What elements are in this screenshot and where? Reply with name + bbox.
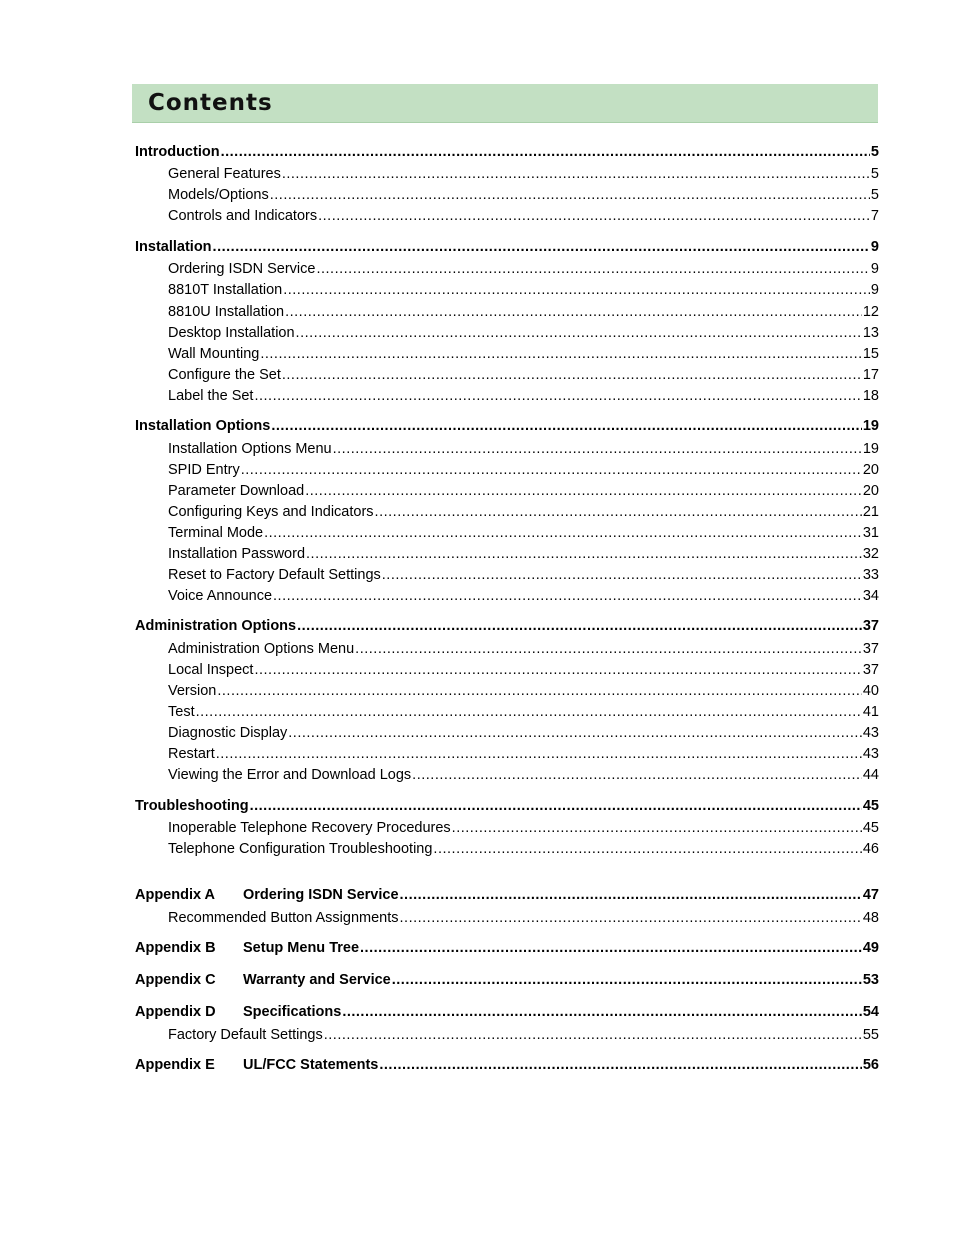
dot-leader [271, 417, 862, 435]
toc-subsection-entry[interactable] [168, 186, 879, 204]
toc-subsection-entry[interactable] [168, 724, 879, 742]
toc-entry-title: Administration Options Menu [168, 641, 355, 657]
dot-leader [306, 545, 862, 563]
dot-leader [283, 281, 870, 299]
toc-subsection-entry[interactable] [168, 703, 879, 721]
dot-leader [216, 745, 862, 763]
dot-leader [318, 207, 870, 225]
dot-leader [254, 661, 861, 679]
toc-entry-title: 8810U Installation [168, 304, 285, 320]
toc-entry-title: Specifications [243, 1004, 342, 1020]
toc-subsection-entry[interactable] [168, 482, 879, 500]
dot-leader [273, 587, 862, 605]
toc-entry-title: Introduction [135, 144, 220, 160]
toc-section-entry[interactable] [135, 1003, 879, 1021]
toc-entry-title: Configure the Set [168, 367, 281, 383]
toc-entry-title: Recommended Button Assignments [168, 910, 399, 926]
dot-leader [254, 387, 861, 405]
toc-page-number: 9 [870, 282, 879, 298]
dot-leader [433, 840, 861, 858]
toc-entry-title: Ordering ISDN Service [243, 887, 399, 903]
dot-leader [360, 939, 862, 957]
dot-leader [297, 617, 862, 635]
toc-page-number: 45 [862, 798, 879, 814]
toc-subsection-entry[interactable] [168, 682, 879, 700]
toc-entry-title: Reset to Factory Default Settings [168, 567, 381, 583]
toc-page-number: 44 [862, 767, 879, 783]
toc-entry-title: Desktop Installation [168, 325, 295, 341]
toc-page-number: 31 [862, 525, 879, 541]
dot-leader [241, 461, 862, 479]
toc-page-number: 48 [862, 910, 879, 926]
toc-entry-title: UL/FCC Statements [243, 1057, 379, 1073]
toc-page-number: 7 [870, 208, 879, 224]
appendix-label: Appendix B [135, 940, 216, 956]
toc-section-entry[interactable] [135, 238, 879, 256]
toc-section-entry[interactable] [135, 886, 879, 904]
toc-subsection-entry[interactable] [168, 303, 879, 321]
toc-page-number: 18 [862, 388, 879, 404]
toc-page-number: 20 [862, 462, 879, 478]
toc-page-number: 5 [870, 187, 879, 203]
toc-page-number: 37 [862, 618, 879, 634]
appendix-label: Appendix C [135, 972, 216, 988]
dot-leader [221, 143, 870, 161]
toc-subsection-entry[interactable] [168, 766, 879, 784]
toc-page-number: 32 [862, 546, 879, 562]
toc-entry-title: Test [168, 704, 195, 720]
toc-subsection-entry[interactable] [168, 440, 879, 458]
toc-page-number: 45 [862, 820, 879, 836]
toc-page-number: 47 [862, 887, 879, 903]
toc-subsection-entry[interactable] [168, 566, 879, 584]
toc-entry-title: Terminal Mode [168, 525, 264, 541]
dot-leader [316, 260, 869, 278]
dot-leader [264, 524, 862, 542]
toc-subsection-entry[interactable] [168, 909, 879, 927]
toc-subsection-entry[interactable] [168, 207, 879, 225]
toc-page-number: 37 [862, 641, 879, 657]
toc-subsection-entry[interactable] [168, 1026, 879, 1044]
dot-leader [305, 482, 862, 500]
toc-page-number: 53 [862, 972, 879, 988]
dot-leader [324, 1026, 862, 1044]
toc-subsection-entry[interactable] [168, 661, 879, 679]
toc-entry-title: Parameter Download [168, 483, 305, 499]
toc-page-number: 19 [862, 441, 879, 457]
toc-page-number: 15 [862, 346, 879, 362]
toc-section-entry[interactable] [135, 417, 879, 435]
page-title: Contents [148, 90, 273, 116]
toc-subsection-entry[interactable] [168, 524, 879, 542]
toc-page-number: 20 [862, 483, 879, 499]
toc-entry-title: Diagnostic Display [168, 725, 288, 741]
toc-subsection-entry[interactable] [168, 640, 879, 658]
toc-entry-title: Local Inspect [168, 662, 254, 678]
toc-entry-title: Wall Mounting [168, 346, 260, 362]
toc-page-number: 43 [862, 746, 879, 762]
toc-entry-title: Setup Menu Tree [243, 940, 360, 956]
toc-subsection-entry[interactable] [168, 745, 879, 763]
toc-entry-title: Controls and Indicators [168, 208, 318, 224]
dot-leader [270, 186, 870, 204]
dot-leader [355, 640, 862, 658]
toc-entry-title: Configuring Keys and Indicators [168, 504, 374, 520]
toc-entry-title: Installation [135, 239, 212, 255]
toc-section-entry[interactable] [135, 971, 879, 989]
dot-leader [379, 1056, 862, 1074]
toc-page-number: 54 [862, 1004, 879, 1020]
dot-leader [333, 440, 862, 458]
toc-subsection-entry[interactable] [168, 461, 879, 479]
dot-leader [217, 682, 861, 700]
toc-entry-title: Warranty and Service [243, 972, 391, 988]
toc-page-number: 46 [862, 841, 879, 857]
dot-leader [282, 165, 870, 183]
toc-page-number: 19 [862, 418, 879, 434]
toc-entry-title: SPID Entry [168, 462, 240, 478]
toc-page-number: 33 [862, 567, 879, 583]
toc-subsection-entry[interactable] [168, 281, 879, 299]
toc-page-number: 9 [870, 261, 879, 277]
dot-leader [196, 703, 862, 721]
toc-entry-title: General Features [168, 166, 281, 182]
appendix-label: Appendix D [135, 1004, 216, 1020]
toc-section-entry[interactable] [135, 1056, 879, 1074]
toc-page-number: 43 [862, 725, 879, 741]
toc-subsection-entry[interactable] [168, 366, 879, 384]
toc-entry-title: Version [168, 683, 217, 699]
toc-subsection-entry[interactable] [168, 545, 879, 563]
toc-page-number: 5 [870, 166, 879, 182]
toc-page-number: 34 [862, 588, 879, 604]
dot-leader [452, 819, 862, 837]
toc-entry-title: Models/Options [168, 187, 269, 203]
toc-subsection-entry[interactable] [168, 345, 879, 363]
toc-entry-title: Viewing the Error and Download Logs [168, 767, 412, 783]
toc-page-number: 56 [862, 1057, 879, 1073]
toc-page-number: 17 [862, 367, 879, 383]
toc-subsection-entry[interactable] [168, 387, 879, 405]
toc-entry-title: Administration Options [135, 618, 297, 634]
toc-entry-title: Factory Default Settings [168, 1027, 323, 1043]
appendix-label: Appendix E [135, 1057, 215, 1073]
dot-leader [288, 724, 862, 742]
toc-section-entry[interactable] [135, 143, 879, 161]
appendix-label: Appendix A [135, 887, 216, 903]
dot-leader [392, 971, 862, 989]
dot-leader [342, 1003, 862, 1021]
toc-page-number: 5 [870, 144, 879, 160]
dot-leader [412, 766, 862, 784]
toc-entry-title: Installation Options Menu [168, 441, 332, 457]
toc-page-number: 9 [870, 239, 879, 255]
dot-leader [400, 909, 862, 927]
dot-leader [382, 566, 862, 584]
toc-section-entry[interactable] [135, 797, 879, 815]
toc-page-number: 13 [862, 325, 879, 341]
toc-entry-title: Ordering ISDN Service [168, 261, 316, 277]
dot-leader [282, 366, 862, 384]
toc-page-number: 40 [862, 683, 879, 699]
toc-subsection-entry[interactable] [168, 503, 879, 521]
toc-page-number: 37 [862, 662, 879, 678]
toc-page-number: 55 [862, 1027, 879, 1043]
toc-entry-title: Installation Options [135, 418, 271, 434]
toc-subsection-entry[interactable] [168, 324, 879, 342]
toc-subsection-entry[interactable] [168, 840, 879, 858]
toc-subsection-entry[interactable] [168, 819, 879, 837]
toc-page-number: 21 [862, 504, 879, 520]
dot-leader [375, 503, 862, 521]
dot-leader [213, 238, 870, 256]
toc-subsection-entry[interactable] [168, 260, 879, 278]
toc-entry-title: Telephone Configuration Troubleshooting [168, 841, 433, 857]
toc-section-entry[interactable] [135, 939, 879, 957]
dot-leader [250, 797, 862, 815]
toc-subsection-entry[interactable] [168, 165, 879, 183]
toc-subsection-entry[interactable] [168, 587, 879, 605]
dot-leader [296, 324, 862, 342]
toc-page-number: 49 [862, 940, 879, 956]
toc-entry-title: Installation Password [168, 546, 306, 562]
toc-entry-title: Troubleshooting [135, 798, 249, 814]
dot-leader [400, 886, 862, 904]
dot-leader [285, 303, 862, 321]
toc-entry-title: Voice Announce [168, 588, 273, 604]
dot-leader [260, 345, 862, 363]
toc-page-number: 41 [862, 704, 879, 720]
toc-entry-title: Label the Set [168, 388, 254, 404]
toc-section-entry[interactable] [135, 617, 879, 635]
toc-entry-title: Inoperable Telephone Recovery Procedures [168, 820, 451, 836]
toc-page-number: 12 [862, 304, 879, 320]
toc-entry-title: 8810T Installation [168, 282, 283, 298]
toc-entry-title: Restart [168, 746, 215, 762]
